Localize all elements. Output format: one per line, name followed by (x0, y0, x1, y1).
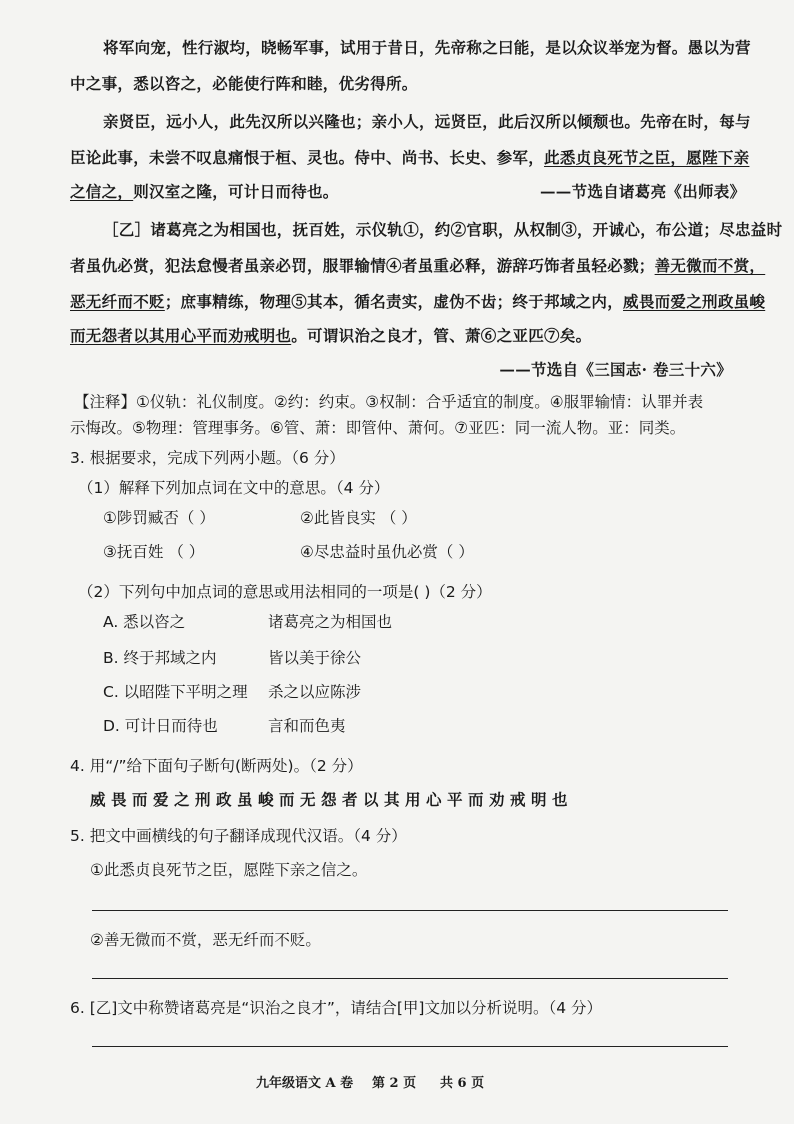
q3-option-a: A. 悉以咨之 (103, 613, 186, 631)
q3-option-a-pair: 诸葛亮之为相国也 (268, 613, 393, 631)
footer-total-pages: 共 6 页 (440, 1076, 485, 1091)
q3-item-1: ①陟罚臧否（ ） (103, 509, 215, 527)
yi-source: ——节选自《三国志· 卷三十六》 (499, 360, 732, 379)
jia-line-5 (70, 182, 339, 202)
yi-line-3-text: ；庶事精练，物理⑤其本，循名责实，虚伪不齿；终于邦域之内， (164, 292, 624, 311)
yi-line-3 (70, 292, 765, 312)
jia-underlined-sentence-b: 之信之， (70, 182, 134, 201)
yi-line-4 (70, 326, 591, 346)
q5-item-2: ②善无微而不赏，恶无纤而不贬。 (90, 931, 321, 949)
jia-underlined-sentence-a: 此悉贞良死节之臣，愿陛下亲 (544, 148, 750, 167)
q3-option-c-pair: 杀之以应陈涉 (268, 683, 362, 701)
jia-line-5-text: 则汉室之隆，可计日而待也。 (133, 182, 339, 201)
q4-sentence: 威畏而爱之刑政虽峻而无怨者以其用心平而劝戒明也 (90, 790, 574, 809)
q3-item-4: ④尽忠益时虽仇必赏（ ） (300, 543, 474, 561)
q3-option-c: C. 以昭陛下平明之理 (103, 683, 248, 701)
q6-answer-line[interactable] (92, 1046, 728, 1047)
jia-line-4 (70, 148, 749, 168)
q3-item-2: ②此皆良实 （ ） (300, 509, 417, 527)
q5-item-1: ①此悉贞良死节之臣，愿陛下亲之信之。 (90, 861, 368, 879)
notes-line-2: 示悔改。⑤物理：管理事务。⑥管、萧：即管仲、萧何。⑦亚匹：同一流人物。亚：同类。 (70, 419, 686, 437)
q6-stem: 6. [乙]文中称赞诸葛亮是“识治之良才”，请结合[甲]文加以分析说明。（4 分） (70, 999, 603, 1017)
yi-underlined-sentence-a: 善无微而不赏， (654, 256, 766, 275)
jia-line-3: 亲贤臣，远小人，此先汉所以兴隆也；亲小人，远贤臣，此后汉所以倾颓也。先帝在时，每与 (103, 112, 751, 131)
q3-item-3: ③抚百姓 （ ） (103, 543, 205, 561)
q3-sub1: （1）解释下列加点词在文中的意思。（4 分） (78, 479, 390, 497)
yi-underlined-sentence-c: 威畏而爱之刑政虽峻 (623, 292, 766, 311)
yi-line-2 (70, 256, 765, 276)
jia-line-1: 将军向宠，性行淑均，晓畅军事，试用于昔日，先帝称之曰能，是以众议举宠为督。愚以为营 (103, 38, 751, 57)
jia-line-2: 中之事，悉以咨之，必能使行阵和睦，优劣得所。 (70, 74, 418, 93)
footer-grade: 九年级语文 A 卷 (256, 1076, 354, 1091)
jia-line-4-text: 臣论此事，未尝不叹息痛恨于桓、灵也。侍中、尚书、长史、参军， (70, 148, 545, 167)
q3-option-d: D. 可计日而待也 (103, 717, 218, 735)
q3-stem: 3. 根据要求，完成下列两小题。（6 分） (70, 449, 345, 467)
notes-line-1: 【注释】①仪轨：礼仪制度。②约：约束。③权制：合乎适宜的制度。④服罪输情：认罪并表 (74, 393, 704, 411)
q3-option-b-pair: 皆以美于徐公 (268, 649, 362, 667)
yi-line-2-text: 者虽仇必赏，犯法怠慢者虽亲必罚，服罪输情④者虽重必释，游辞巧饰者虽轻必戮； (70, 256, 655, 275)
q4-stem: 4. 用“/”给下面句子断句(断两处)。（2 分） (70, 757, 363, 775)
q5-answer-line-1[interactable] (92, 910, 728, 911)
q3-sub2: （2）下列句中加点词的意思或用法相同的一项是( )（2 分） (78, 583, 492, 601)
jia-source: ——节选自诸葛亮《出师表》 (540, 182, 746, 201)
yi-line-4-text: 。可谓识治之良才，管、萧⑥之亚匹⑦矣。 (291, 326, 592, 345)
yi-line-1: ［乙］诸葛亮之为相国也，抚百姓，示仪轨①，约②官职，从权制③，开诚心，布公道；尽忠益时 (103, 220, 783, 239)
q5-stem: 5. 把文中画横线的句子翻译成现代汉语。（4 分） (70, 827, 407, 845)
yi-underlined-sentence-d: 而无怨者以其用心平而劝戒明也 (70, 326, 292, 345)
footer-page-number: 第 2 页 (372, 1076, 417, 1091)
q3-option-d-pair: 言和而色夷 (268, 717, 346, 735)
q5-answer-line-2[interactable] (92, 978, 728, 979)
yi-underlined-sentence-b: 恶无纤而不贬 (70, 292, 165, 311)
q3-option-b: B. 终于邦域之内 (103, 649, 217, 667)
